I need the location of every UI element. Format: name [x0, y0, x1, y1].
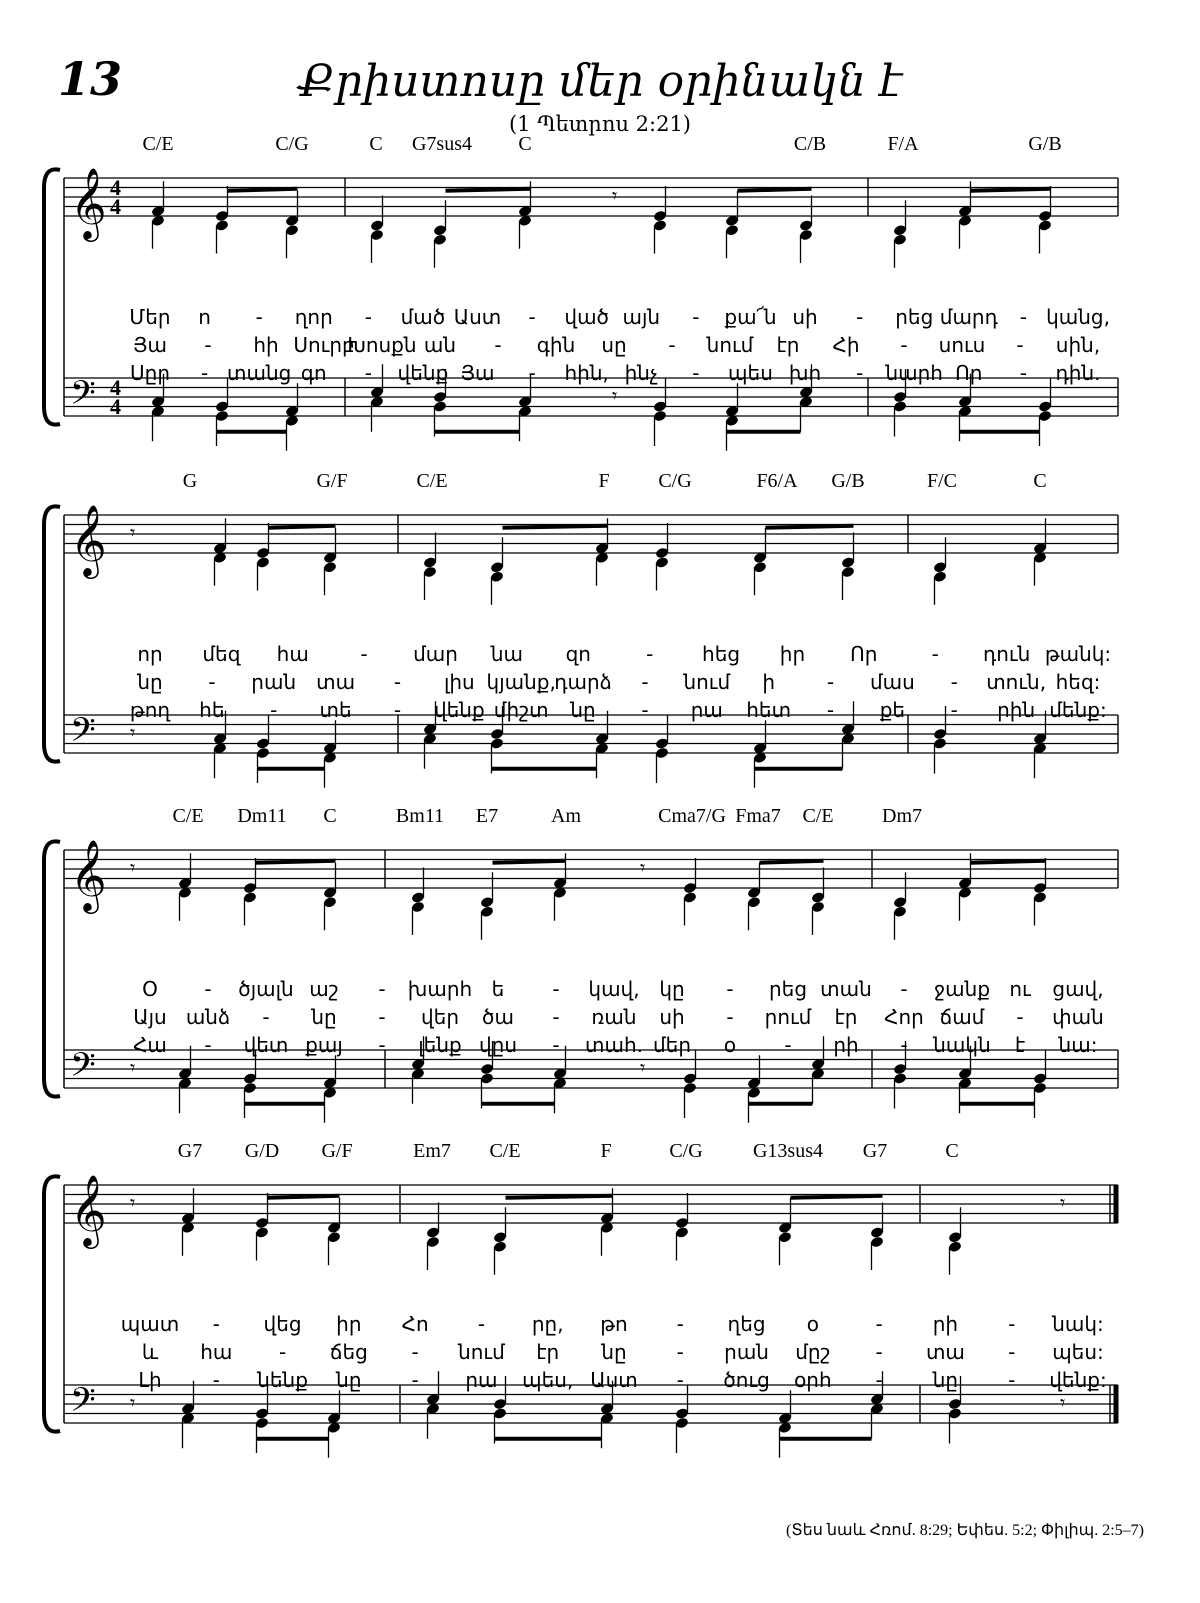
treble-beam [971, 189, 1051, 191]
lyric-syllable: էր [536, 1340, 560, 1364]
lyric-syllable: ե [491, 977, 505, 1001]
eighth-rest: 𝄾 [130, 1190, 136, 1215]
lyric-syllable: Հոր [884, 1005, 924, 1029]
chord-symbol: C [1033, 470, 1047, 492]
chord-symbol: G/F [316, 470, 348, 492]
chord-symbol: G13sus4 [752, 1140, 824, 1162]
lyric-syllable: օրհ [794, 1368, 832, 1392]
chord-symbol: C/E [416, 470, 448, 492]
lyric-syllable: րա [465, 1368, 498, 1392]
lyric-syllable: ու [1009, 977, 1031, 1001]
lyric-hyphen: - [270, 698, 278, 722]
eighth-rest: 𝄾 [130, 1390, 136, 1415]
chord-symbol: C/E [489, 1140, 521, 1162]
lyric-syllable: կավ, [588, 977, 640, 1001]
lyric-syllable: նում [706, 333, 754, 357]
eighth-rest: 𝄾 [1060, 1190, 1066, 1215]
lyric-hyphen: - [875, 1340, 883, 1364]
lyric-syllable: մեր [652, 1033, 692, 1057]
chord-symbol: C [945, 1140, 959, 1162]
chord-symbol: G/D [244, 1140, 280, 1162]
chord-symbol: G7sus4 [411, 133, 473, 155]
lyric-syllable: Հա [133, 1033, 167, 1057]
lyric-syllable: ջանք [933, 977, 991, 1001]
time-signature-top: 4 [110, 175, 121, 200]
lyric-syllable: Հո [401, 1312, 429, 1336]
lyric-syllable: որ [137, 642, 163, 666]
lyric-syllable: տահ. [585, 1033, 643, 1057]
lyric-hyphen: - [411, 1340, 419, 1364]
lyric-syllable: թո [600, 1312, 628, 1336]
lyric-syllable: կյանք, [486, 670, 556, 694]
lyric-syllable: կանց, [1046, 305, 1110, 329]
chord-symbol: F [598, 470, 610, 492]
hymn-title: Քրիստոսը մեր օրինակն է [297, 56, 903, 107]
scripture-reference: (1 Պետրոս 2:21) [508, 112, 691, 136]
lyric-syllable: Հի [832, 333, 860, 357]
lyric-syllable: լիս [443, 670, 475, 694]
lyric-syllable: մած [400, 305, 446, 329]
bass-clef: 𝄢 [70, 1381, 96, 1428]
chord-symbol: Dm11 [237, 805, 287, 827]
lyric-syllable: Մեր [129, 305, 171, 329]
lyric-hyphen: - [1019, 361, 1028, 385]
bass-clef: 𝄢 [70, 374, 96, 421]
lyric-hyphen: - [494, 333, 502, 357]
lyric-hyphen: - [676, 1312, 684, 1336]
lyric-syllable: մարդ [939, 305, 998, 329]
chord-symbol: G7 [177, 1140, 203, 1162]
lyric-syllable: օ [806, 1312, 819, 1336]
hymn-number: 13 [58, 52, 123, 106]
treble-beam [268, 1196, 340, 1198]
lyric-hyphen: - [950, 670, 958, 694]
lyric-syllable: նակ: [1052, 1312, 1104, 1336]
lyric-syllable: րեց [895, 305, 934, 329]
chord-symbol: Em7 [413, 1140, 451, 1162]
lyric-syllable: հետ [746, 698, 792, 722]
lyric-syllable: րեց [768, 977, 808, 1001]
lyric-syllable: քե [879, 698, 906, 722]
lyric-syllable: գո [300, 361, 327, 385]
lyric-hyphen: - [393, 698, 402, 722]
treble-clef: 𝄞 [70, 838, 107, 911]
lyric-syllable: տե [319, 698, 352, 722]
lyric-hyphen: - [552, 1033, 560, 1057]
lyric-syllable: աշ [309, 977, 339, 1001]
eighth-rest: 𝄾 [130, 1055, 136, 1080]
lyric-hyphen: - [364, 305, 372, 329]
lyric-syllable: վենք [397, 361, 449, 385]
eighth-rest: 𝄾 [612, 383, 618, 408]
lyric-syllable: ղոր [294, 305, 333, 329]
lyric-hyphen: - [262, 1005, 270, 1029]
chord-symbol: G [182, 470, 198, 492]
lyric-syllable: փան [1052, 1005, 1104, 1029]
treble-beam [971, 861, 1046, 863]
chord-symbol: C/G [658, 470, 692, 492]
lyric-hyphen: - [378, 977, 386, 1001]
lyric-syllable: մար [413, 642, 458, 666]
chord-symbol: F6/A [756, 470, 798, 492]
lyric-hyphen: - [378, 1005, 386, 1029]
lyric-hyphen: - [477, 1312, 486, 1336]
chord-symbol: C/B [793, 133, 827, 155]
lyric-hyphen: - [856, 361, 864, 385]
system-bracket [44, 506, 60, 761]
lyric-syllable: վըս [478, 1033, 518, 1057]
lyric-syllable: ան [423, 333, 457, 357]
bass-clef: 𝄢 [70, 711, 96, 758]
chord-symbol: C [518, 133, 532, 155]
lyric-syllable: ծյալն [238, 977, 294, 1001]
lyric-syllable: ծուց [723, 1368, 770, 1392]
lyric-syllable: Օ [142, 977, 158, 1001]
system-bracket [44, 1176, 60, 1431]
cross-references: (Տես նաև Հռոմ. 8:29; Եփես. 5:2; Փիլիպ. 2:5–7) [785, 1522, 1144, 1539]
time-signature-top: 4 [110, 375, 121, 400]
lyric-syllable: ղեց [727, 1312, 766, 1336]
treble-beam [493, 861, 566, 863]
lyric-syllable: օ [723, 1033, 737, 1057]
lyric-hyphen: - [1019, 305, 1028, 329]
lyric-syllable: րում [764, 1005, 812, 1029]
lyric-syllable: նը [311, 1005, 337, 1029]
treble-beam [446, 189, 531, 191]
lyric-syllable: րի [932, 1312, 959, 1336]
chord-symbol: F/A [887, 133, 919, 155]
bass-clef: 𝄢 [70, 1046, 96, 1093]
lyric-syllable: միշտ [493, 698, 549, 722]
lyric-syllable: պես: [1052, 1340, 1104, 1364]
lyric-hyphen: - [784, 1033, 792, 1057]
eighth-rest: 𝄾 [1060, 1390, 1066, 1415]
lyric-syllable: վետ [243, 1033, 289, 1057]
lyric-syllable: տա [316, 670, 356, 694]
treble-beam [760, 861, 824, 863]
lyric-syllable: վենք: [1049, 1368, 1107, 1392]
lyric-syllable: նում [458, 1340, 505, 1364]
chord-symbol: C [323, 805, 337, 827]
lyric-syllable: ված [564, 305, 610, 329]
lyric-syllable: հին, [564, 361, 609, 385]
time-signature-bottom: 4 [110, 194, 121, 219]
lyric-syllable: Որ [955, 361, 983, 385]
lyric-syllable: կը [659, 977, 685, 1001]
lyric-hyphen: - [204, 977, 212, 1001]
treble-clef: 𝄞 [70, 1173, 107, 1246]
lyric-syllable: Աստ [590, 1368, 638, 1392]
treble-beam [506, 1196, 613, 1198]
lyric-hyphen: - [528, 361, 536, 385]
lyric-hyphen: - [692, 361, 700, 385]
lyric-syllable: պես, [522, 1368, 574, 1392]
lyric-syllable: թանկ: [1044, 642, 1112, 666]
lyric-syllable: Որ [850, 642, 878, 666]
treble-clef: 𝄞 [70, 166, 107, 239]
lyric-syllable: նը [137, 670, 163, 694]
lyric-hyphen: - [378, 1033, 386, 1057]
lyric-syllable: դուն [982, 642, 1031, 666]
lyric-syllable: Խոսքն [347, 333, 417, 357]
lyric-syllable: դին. [1055, 361, 1101, 385]
lyric-syllable: Սուրբ [293, 333, 355, 357]
lyric-syllable: նակն [933, 1033, 991, 1057]
lyric-syllable: վենք [433, 698, 485, 722]
lyric-syllable: ծա [482, 1005, 514, 1029]
chord-symbol: G/B [1028, 133, 1062, 155]
lyric-syllable: Աստ [453, 305, 502, 329]
lyric-syllable: է [1014, 1033, 1026, 1057]
lyric-hyphen: - [676, 1368, 684, 1392]
treble-beam [228, 189, 298, 191]
lyric-syllable: հե [199, 698, 225, 722]
chord-symbol: F/C [926, 470, 958, 492]
lyric-syllable: վեց [263, 1312, 302, 1336]
lyric-syllable: զո [565, 642, 591, 666]
lyric-syllable: սուս [938, 333, 986, 357]
lyric-syllable: սին, [1055, 333, 1101, 357]
chord-symbol: G/F [321, 1140, 353, 1162]
lyric-syllable: լենք [418, 1033, 462, 1057]
treble-beam [791, 1196, 883, 1198]
lyric-hyphen: - [204, 1033, 212, 1057]
lyric-syllable: սը [601, 333, 627, 357]
chord-symbol: C/E [802, 805, 834, 827]
lyric-hyphen: - [875, 1312, 883, 1336]
lyric-syllable: խո [788, 361, 822, 385]
lyric-hyphen: - [528, 305, 536, 329]
chord-symbol: C/G [275, 133, 309, 155]
system-bracket [44, 841, 60, 1096]
chord-symbol: G/B [831, 470, 865, 492]
chord-symbol: Bm11 [395, 805, 445, 827]
lyric-syllable: դարձ [554, 670, 612, 694]
lyric-hyphen: - [726, 1005, 734, 1029]
lyric-syllable: Յա [132, 333, 168, 357]
lyric-hyphen: - [641, 698, 649, 722]
lyric-syllable: մաս [869, 670, 915, 694]
lyric-syllable: վեր [420, 1005, 460, 1029]
lyric-syllable: րը, [531, 1312, 564, 1336]
lyric-hyphen: - [646, 642, 654, 666]
treble-beam [503, 526, 608, 528]
lyric-syllable: սի [792, 305, 818, 329]
lyric-hyphen: - [393, 670, 402, 694]
eighth-rest: 𝄾 [130, 855, 136, 880]
lyric-syllable: հա [276, 642, 309, 666]
chord-symbol: F [600, 1140, 612, 1162]
treble-beam [256, 861, 336, 863]
lyric-syllable: էր [834, 1005, 858, 1029]
lyric-syllable: հեզ: [1055, 670, 1101, 694]
lyric-hyphen: - [204, 333, 212, 357]
lyric-syllable: ճամ [939, 1005, 985, 1029]
lyric-hyphen: - [1008, 1312, 1016, 1336]
lyric-hyphen: - [692, 305, 700, 329]
lyric-syllable: Այս [133, 1005, 167, 1029]
lyric-syllable: նում [683, 670, 731, 694]
lyric-syllable: մեզ [202, 642, 241, 666]
lyric-syllable: ցավ, [1052, 977, 1104, 1001]
lyric-syllable: նը [336, 1368, 362, 1392]
lyric-hyphen: - [364, 361, 372, 385]
lyric-hyphen: - [1016, 333, 1024, 357]
lyric-syllable: սի [659, 1005, 685, 1029]
lyric-hyphen: - [641, 670, 649, 694]
lyric-hyphen: - [668, 333, 676, 357]
lyric-hyphen: - [900, 977, 908, 1001]
lyric-syllable: տա [925, 1340, 965, 1364]
lyric-syllable: թող [129, 698, 171, 722]
lyric-syllable: մենք: [1049, 698, 1107, 722]
lyric-syllable: քա՜ն [724, 305, 777, 329]
chord-symbol: C/E [142, 133, 174, 155]
lyric-hyphen: - [212, 1368, 220, 1392]
lyric-syllable: ճեց [329, 1340, 368, 1364]
lyric-syllable: քայ [305, 1033, 343, 1057]
lyric-hyphen: - [1008, 1368, 1016, 1392]
lyric-syllable: րին [997, 698, 1036, 722]
lyric-hyphen: - [552, 977, 560, 1001]
lyric-syllable: րի [833, 1033, 859, 1057]
lyric-syllable: նա [490, 642, 524, 666]
lyric-syllable: Յա [460, 361, 495, 385]
lyric-syllable: նա: [1058, 1033, 1098, 1057]
chord-symbol: G7 [862, 1140, 888, 1162]
lyric-hyphen: - [1008, 1340, 1016, 1364]
lyric-syllable: Սըր [130, 361, 170, 385]
lyric-hyphen: - [411, 1368, 419, 1392]
lyric-hyphen: - [552, 1005, 560, 1029]
lyric-hyphen: - [931, 642, 939, 666]
lyric-syllable: պատ [120, 1312, 180, 1336]
eighth-rest: 𝄾 [612, 183, 618, 208]
treble-beam [738, 189, 812, 191]
lyric-syllable: խարհ [407, 977, 473, 1001]
lyric-hyphen: - [726, 977, 734, 1001]
lyric-hyphen: - [826, 670, 835, 694]
chord-symbol: Am [551, 805, 581, 827]
lyric-syllable: հա [200, 1340, 233, 1364]
lyric-syllable: նը [932, 1368, 959, 1392]
lyric-syllable: անձ [185, 1005, 231, 1029]
lyric-hyphen: - [200, 361, 209, 385]
lyric-hyphen: - [1016, 1005, 1024, 1029]
lyric-syllable: տան [820, 977, 872, 1001]
chord-symbol: Fma7 [735, 805, 781, 827]
chord-symbol: C [369, 133, 383, 155]
lyric-syllable: րան [251, 670, 297, 694]
lyric-hyphen: - [278, 1340, 287, 1364]
lyric-syllable: տանց [227, 361, 292, 385]
lyric-hyphen: - [950, 698, 958, 722]
lyric-syllable: ի [762, 670, 776, 694]
lyric-hyphen: - [255, 305, 263, 329]
system-bracket [44, 169, 60, 424]
lyric-syllable: ո [198, 305, 211, 329]
chord-symbol: E7 [475, 805, 499, 827]
treble-beam [766, 526, 854, 528]
lyric-syllable: հեց [702, 642, 741, 666]
lyric-syllable: գին [536, 333, 576, 357]
lyric-syllable: էր [776, 333, 800, 357]
lyric-hyphen: - [900, 333, 908, 357]
lyric-syllable: իր [336, 1312, 362, 1336]
eighth-rest: 𝄾 [640, 855, 646, 880]
lyric-syllable: տուն, [986, 670, 1047, 694]
lyric-hyphen: - [826, 698, 835, 722]
lyric-syllable: րան [724, 1340, 769, 1364]
chord-symbol: Cma7/G [658, 805, 726, 827]
time-signature-bottom: 4 [110, 394, 121, 419]
lyric-hyphen: - [900, 1033, 908, 1057]
lyric-syllable: մըշ [795, 1340, 831, 1364]
lyric-syllable: պես [728, 361, 773, 385]
chord-symbol: Dm7 [882, 805, 922, 827]
eighth-rest: 𝄾 [640, 1055, 646, 1080]
lyric-syllable: այն [622, 305, 661, 329]
eighth-rest: 𝄾 [130, 720, 136, 745]
lyric-syllable: և [141, 1340, 159, 1364]
lyric-syllable: նը [570, 698, 596, 722]
lyric-syllable: նենք [257, 1368, 308, 1392]
lyric-hyphen: - [875, 1368, 883, 1392]
lyric-hyphen: - [360, 642, 368, 666]
treble-clef: 𝄞 [70, 503, 107, 576]
lyric-syllable: ռան [591, 1005, 637, 1029]
lyric-syllable: Լի [138, 1368, 162, 1392]
chord-symbol: C/E [172, 805, 204, 827]
treble-beam [269, 526, 336, 528]
lyric-syllable: րա [690, 698, 723, 722]
lyric-syllable: նարհ [885, 361, 943, 385]
lyric-hyphen: - [212, 1312, 220, 1336]
lyric-hyphen: - [208, 670, 216, 694]
lyric-hyphen: - [856, 305, 864, 329]
lyric-hyphen: - [676, 1340, 684, 1364]
lyric-syllable: հի [253, 333, 279, 357]
lyric-syllable: նը [601, 1340, 627, 1364]
lyric-syllable: իր [779, 642, 806, 666]
chord-symbol: C/G [669, 1140, 703, 1162]
lyric-syllable: ինչ [624, 361, 659, 385]
eighth-rest: 𝄾 [130, 520, 136, 545]
